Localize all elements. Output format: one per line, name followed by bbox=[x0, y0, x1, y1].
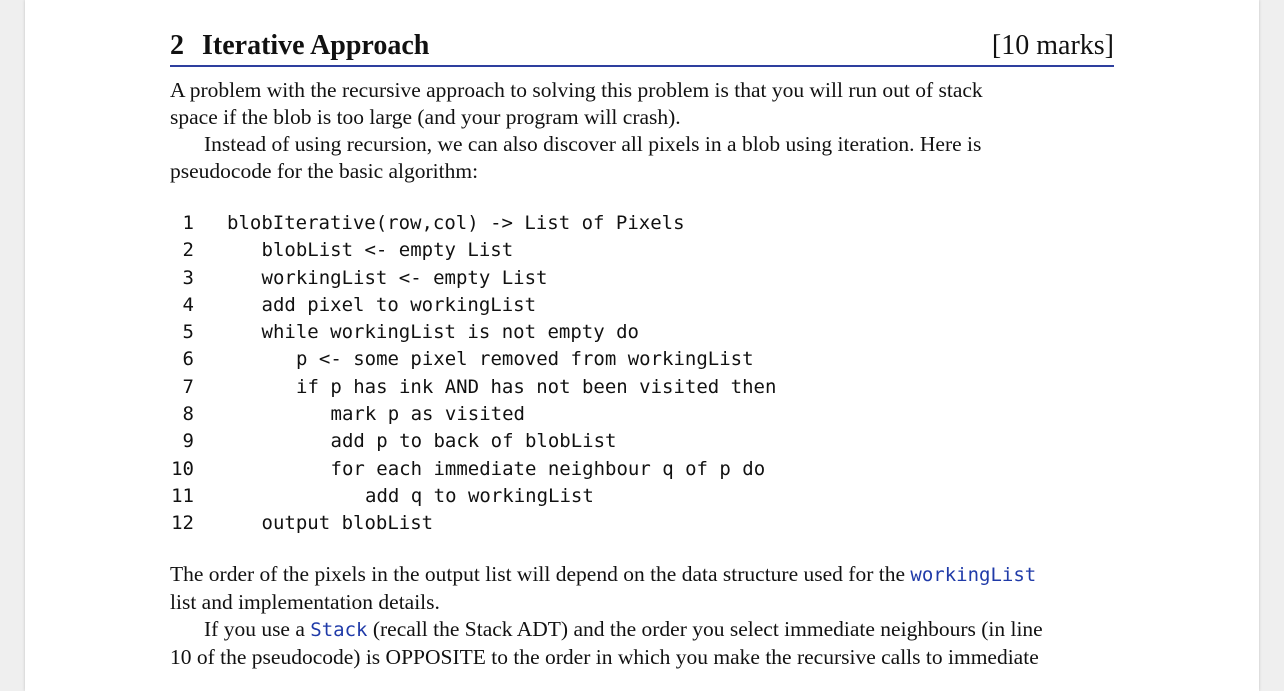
line-number: 12 bbox=[171, 512, 194, 535]
text-line: A problem with the recursive approach to solving this problem is that you will run out of stack bbox=[170, 78, 983, 102]
section-marks: [10 marks] bbox=[991, 30, 1114, 61]
code-line bbox=[170, 374, 1114, 401]
line-number: 9 bbox=[182, 430, 194, 453]
line-number: 6 bbox=[182, 348, 194, 371]
text-run: The order of the pixels in the output list will depend on the data structure used for the bbox=[170, 562, 911, 586]
text-line bbox=[170, 616, 1114, 644]
text-line: space if the blob is too large (and your program will crash). bbox=[170, 105, 681, 129]
line-number: 4 bbox=[182, 293, 194, 316]
line-number: 7 bbox=[182, 375, 194, 398]
line-number: 5 bbox=[182, 321, 194, 344]
section-title: Iterative Approach bbox=[202, 30, 430, 61]
code-line bbox=[170, 292, 1114, 319]
code-text: add p to back of blobList bbox=[330, 430, 617, 453]
code-text: p <- some pixel removed from workingList bbox=[296, 348, 754, 371]
code-text: workingList <- empty List bbox=[261, 266, 548, 289]
line-number: 10 bbox=[171, 457, 194, 480]
line-number: 8 bbox=[182, 403, 194, 426]
intro-paragraph bbox=[170, 77, 1114, 185]
outro-paragraph bbox=[170, 561, 1114, 671]
code-text: output blobList bbox=[261, 512, 434, 535]
line-number: 2 bbox=[182, 239, 194, 262]
section-heading bbox=[170, 27, 1114, 67]
text-line: Instead of using recursion, we can also discover all pixels in a blob using iteration. Here is bbox=[204, 132, 982, 156]
code-text: add pixel to workingList bbox=[261, 293, 537, 316]
code-line bbox=[170, 510, 1114, 537]
line-number: 11 bbox=[171, 484, 194, 507]
code-line bbox=[170, 428, 1114, 455]
inline-code: workingList bbox=[910, 564, 1037, 586]
text-run: If you use a bbox=[204, 617, 311, 641]
code-text: mark p as visited bbox=[330, 403, 525, 426]
text-run: (recall the Stack ADT) and the order you select immediate neighbours (in line bbox=[367, 617, 1043, 641]
code-line bbox=[170, 483, 1114, 510]
code-line bbox=[170, 346, 1114, 373]
code-text: if p has ink AND has not been visited then bbox=[296, 375, 777, 398]
code-line bbox=[170, 456, 1114, 483]
line-number: 3 bbox=[182, 266, 194, 289]
text-line: list and implementation details. bbox=[170, 590, 440, 614]
text-line: 10 of the pseudocode) is OPPOSITE to the order in which you make the recursive calls to immediate bbox=[170, 645, 1039, 669]
code-text: blobList <- empty List bbox=[261, 239, 514, 262]
pseudocode-listing bbox=[170, 210, 1114, 538]
code-text: while workingList is not empty do bbox=[261, 321, 639, 344]
code-line bbox=[170, 319, 1114, 346]
code-text: for each immediate neighbour q of p do bbox=[330, 457, 766, 480]
code-text: blobIterative(row,col) -> List of Pixels bbox=[227, 212, 685, 234]
code-line bbox=[170, 237, 1114, 264]
code-text: add q to workingList bbox=[365, 484, 594, 507]
text-line: pseudocode for the basic algorithm: bbox=[170, 159, 479, 183]
inline-code: Stack bbox=[310, 619, 368, 641]
code-line bbox=[170, 401, 1114, 428]
section-number: 2 bbox=[170, 30, 184, 61]
text-line bbox=[170, 561, 1114, 589]
code-line bbox=[170, 265, 1114, 292]
code-line bbox=[170, 210, 1114, 237]
line-number: 1 bbox=[182, 212, 194, 234]
